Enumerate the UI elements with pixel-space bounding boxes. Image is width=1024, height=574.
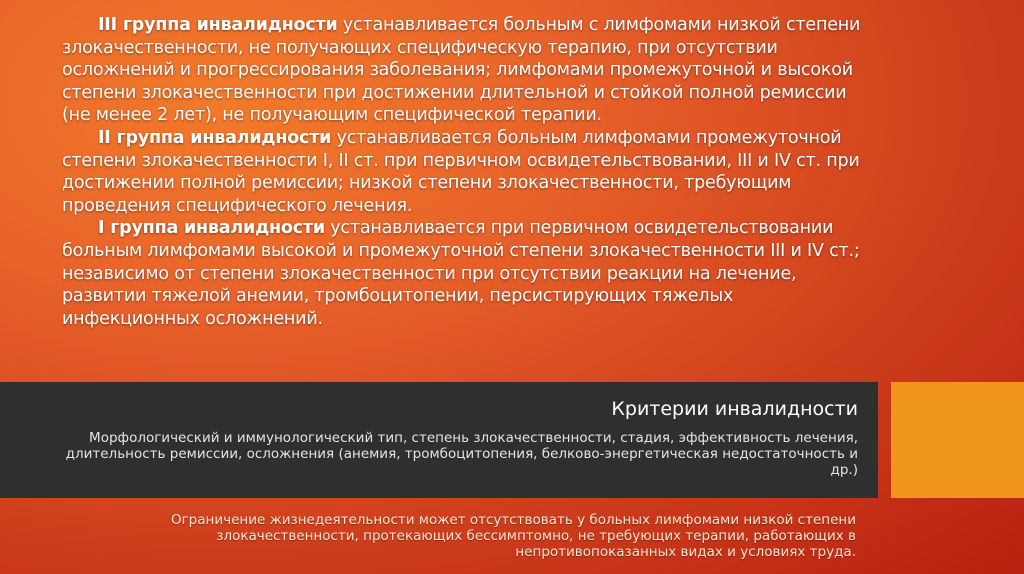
paragraph-group-2 <box>62 127 862 217</box>
criteria-band <box>0 382 878 498</box>
criteria-title: Критерии инвалидности <box>611 398 858 420</box>
group-3-heading: III группа инвалидности <box>98 15 338 35</box>
group-1-heading: I группа инвалидности <box>98 218 325 239</box>
paragraph-group-1 <box>62 217 862 330</box>
group-3-text: устанавливается больным с лимфомами низкой степени злокачественности, не получающих специфическую терапию, при отсутствии осложнений и прогрессирования заболевания; лимфомами промежуточной и высокой степени злокачественности при достижении длительной и стойкой полной ремиссии (не менее 2 лет), не получающим специфической терапии. <box>62 15 861 126</box>
limitation-note: Ограничение жизнедеятельности может отсутствовать у больных лимфомами низкой степени злокачественности, протекающих бессимптомно, не требующих терапии, работающих в непротивопоказанных видах и условиях труда. <box>170 512 856 560</box>
criteria-body: Морфологический и иммунологический тип, степень злокачественности, стадия, эффективность лечения, длительность ремиссии, осложнения (анемия, тромбоцитопения, белково-энергетическая недостаточность и др.) <box>65 430 858 478</box>
paragraph-group-3 <box>62 14 862 127</box>
group-1-text: устанавливается при первичном освидетельствовании больным лимфомами высокой и промежуточной степени злокачественности III и IV ст.; независимо от степени злокачественности при отсутствии реакции на лечение, развитии тяжелой анемии, тромбоцитопении, персистирующих тяжелых инфекционных осложнений. <box>62 218 860 329</box>
group-2-text: устанавливается больным лимфомами промежуточной степени злокачественности I, II ст. при первичном освидетельствовании, III и IV ст. при достижении полной ремиссии; низкой степени злокачественности, требующим проведения специфического лечения. <box>62 127 860 216</box>
accent-block <box>891 382 1024 498</box>
group-2-heading: II группа инвалидности <box>98 127 332 148</box>
main-text-block <box>62 14 862 330</box>
